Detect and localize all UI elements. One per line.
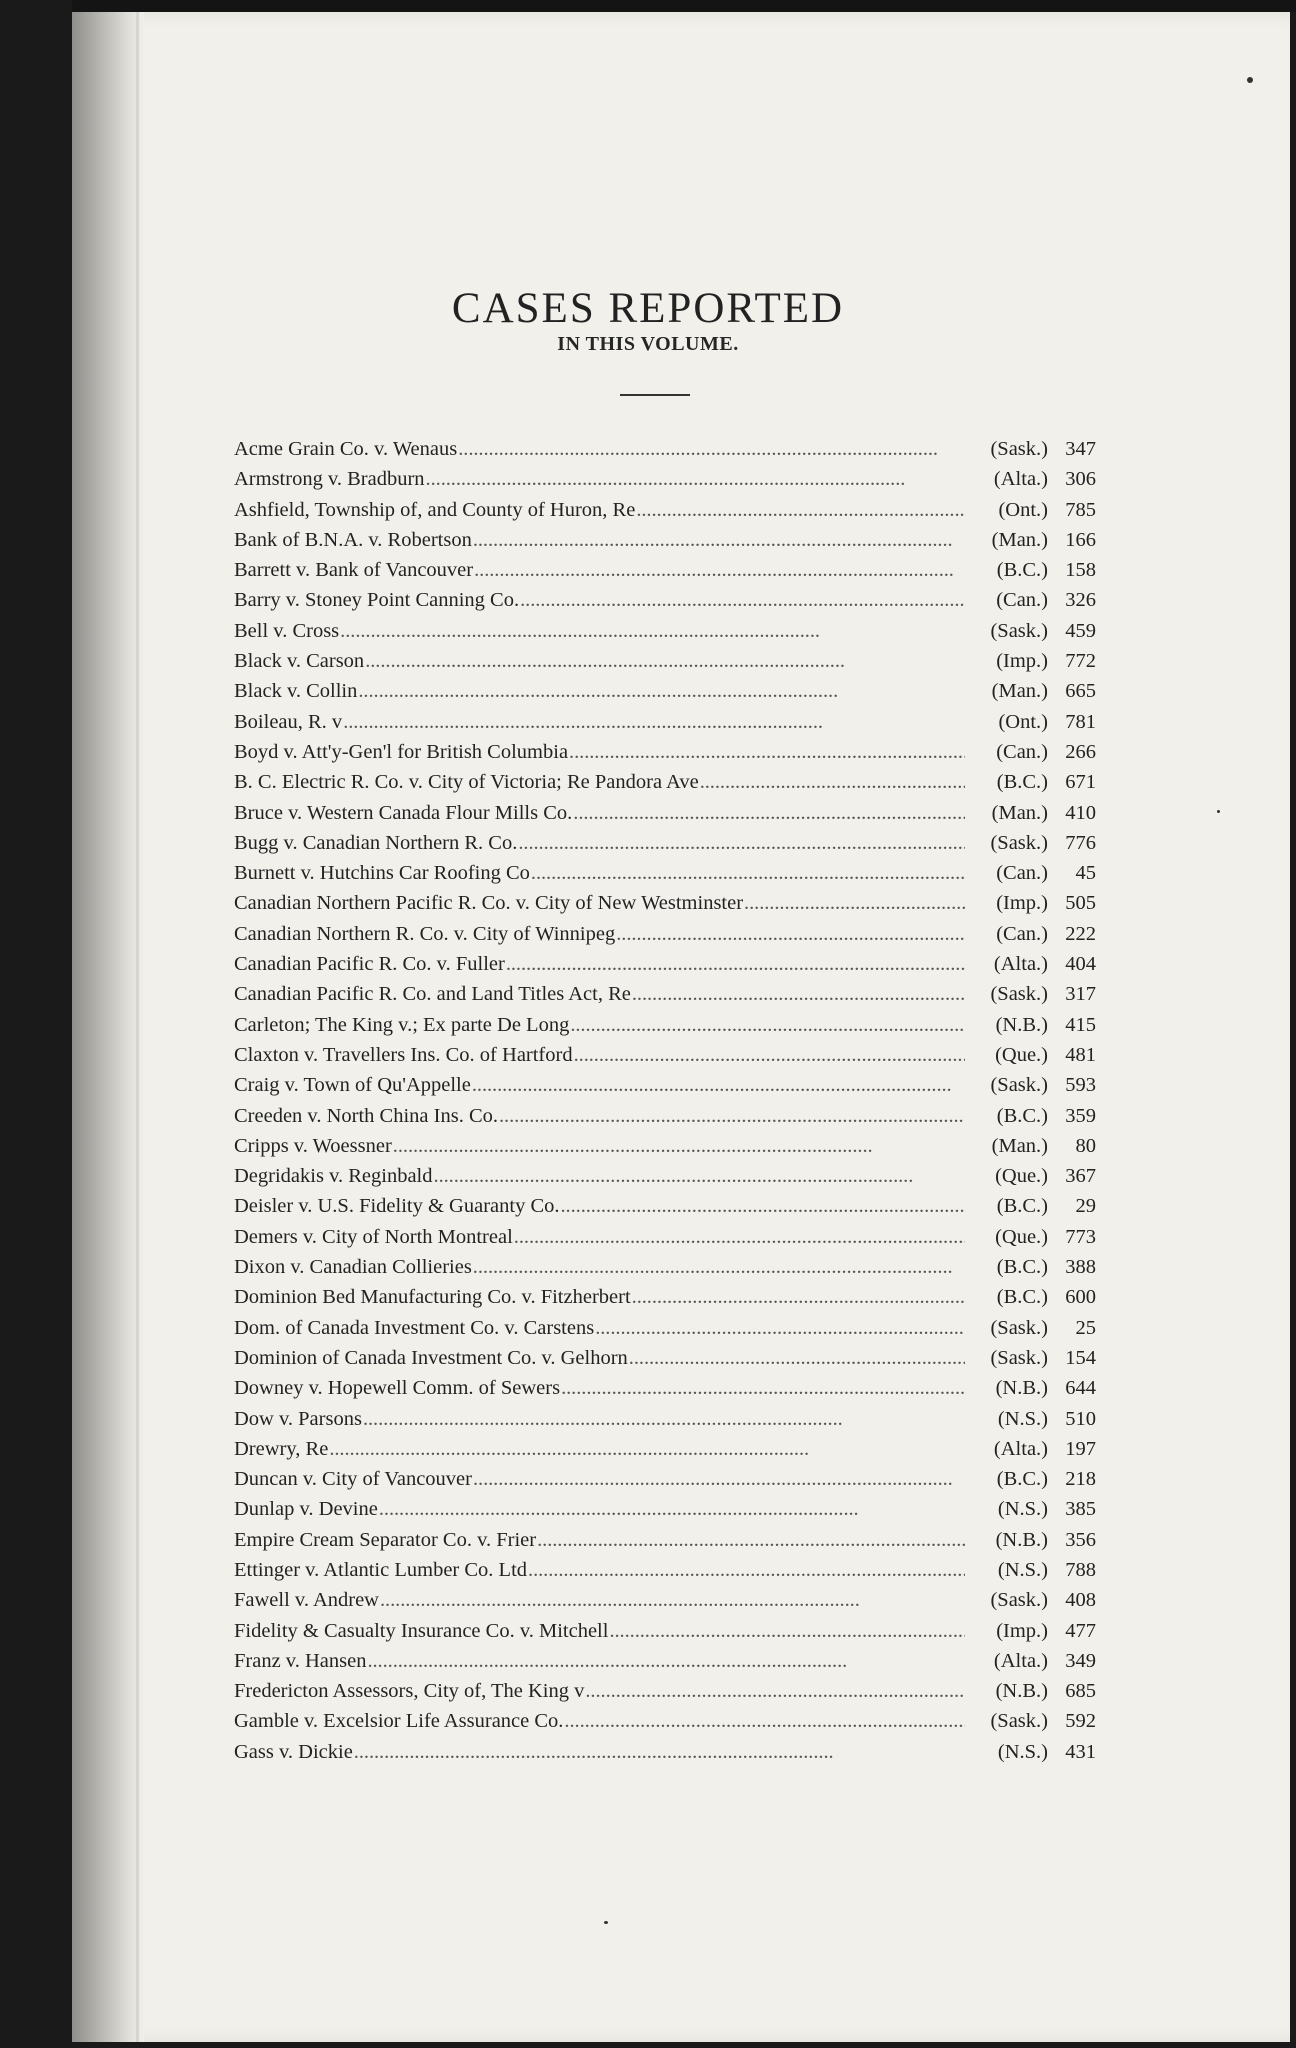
case-name: Barry v. Stoney Point Canning Co. — [234, 589, 520, 612]
dot-leader — [458, 438, 965, 461]
dot-leader — [363, 1408, 965, 1431]
case-court: (Alta.) — [993, 468, 1048, 491]
case-name: Armstrong v. Bradburn — [234, 468, 425, 491]
case-page-number: 326 — [1065, 589, 1096, 612]
case-page-number: 665 — [1065, 680, 1096, 703]
case-page-number: 80 — [1075, 1134, 1096, 1157]
case-entry — [234, 1468, 1096, 1498]
case-entry — [234, 559, 1096, 589]
dot-leader — [561, 1377, 965, 1400]
case-page-number: 776 — [1065, 831, 1096, 854]
case-name: Drewry, Re — [234, 1437, 329, 1460]
case-name: Dom. of Canada Investment Co. v. Carstens — [234, 1316, 595, 1339]
case-court: (N.B.) — [995, 1377, 1048, 1400]
case-name: Gamble v. Excelsior Life Assurance Co. — [234, 1710, 564, 1733]
case-page-number: 25 — [1075, 1316, 1096, 1339]
dot-leader — [474, 559, 965, 582]
case-entry — [234, 1286, 1096, 1316]
dot-leader — [636, 499, 965, 522]
case-name: Creeden v. North China Ins. Co. — [234, 1104, 498, 1127]
dot-leader — [700, 771, 965, 794]
case-entry — [234, 1195, 1096, 1225]
dot-leader — [340, 620, 965, 643]
case-name: Dow v. Parsons — [234, 1407, 362, 1430]
case-name: Canadian Pacific R. Co. v. Fuller — [234, 953, 505, 976]
case-entry — [234, 1498, 1096, 1528]
case-page-number: 385 — [1065, 1498, 1096, 1521]
case-name: Degridakis v. Reginbald — [234, 1165, 433, 1188]
case-page-number: 29 — [1075, 1195, 1096, 1218]
case-court: (N.B.) — [995, 1528, 1048, 1551]
case-entry — [234, 1589, 1096, 1619]
scan-speck — [1217, 810, 1220, 813]
case-name: Downey v. Hopewell Comm. of Sewers — [234, 1377, 561, 1400]
case-entry — [234, 1317, 1096, 1347]
case-entry — [234, 1347, 1096, 1377]
dot-leader — [573, 802, 965, 825]
case-entry — [234, 680, 1096, 710]
case-name: Dunlap v. Devine — [234, 1498, 378, 1521]
case-entry — [234, 1105, 1096, 1135]
case-court: (B.C.) — [996, 1195, 1048, 1218]
case-entry — [234, 1044, 1096, 1074]
case-court: (N.B.) — [995, 1013, 1048, 1036]
dot-leader — [564, 1710, 965, 1733]
case-name: Boyd v. Att'y-Gen'l for British Columbia — [234, 740, 569, 763]
case-page-number: 410 — [1065, 801, 1096, 824]
case-page-number: 408 — [1065, 1589, 1096, 1612]
dot-leader — [473, 1468, 965, 1491]
case-entry — [234, 1741, 1096, 1771]
case-court: (Que.) — [995, 1165, 1048, 1188]
case-court: (Sask.) — [990, 619, 1048, 642]
case-court: (Alta.) — [993, 1649, 1048, 1672]
case-page-number: 349 — [1065, 1649, 1096, 1672]
case-court: (Que.) — [995, 1225, 1048, 1248]
case-entry — [234, 1256, 1096, 1286]
case-entry — [234, 1559, 1096, 1589]
case-page-number: 781 — [1065, 710, 1096, 733]
dot-leader — [358, 680, 965, 703]
case-court: (Sask.) — [990, 1346, 1048, 1369]
dot-leader — [569, 741, 965, 764]
case-entry — [234, 741, 1096, 771]
case-name: Ettinger v. Atlantic Lumber Co. Ltd — [234, 1558, 528, 1581]
case-page-number: 266 — [1065, 740, 1096, 763]
case-entry — [234, 1377, 1096, 1407]
case-page-number: 671 — [1065, 771, 1096, 794]
case-page-number: 505 — [1065, 892, 1096, 915]
dot-leader — [574, 1044, 965, 1067]
case-court: (Sask.) — [990, 438, 1048, 460]
dot-leader — [434, 1165, 965, 1188]
dot-leader — [595, 1317, 965, 1340]
dot-leader — [473, 1256, 965, 1279]
case-entry — [234, 650, 1096, 680]
dot-leader — [570, 1014, 965, 1037]
case-name: Canadian Northern R. Co. v. City of Winnipeg — [234, 922, 616, 945]
case-page-number: 404 — [1065, 953, 1096, 976]
case-name: Black v. Carson — [234, 650, 365, 673]
dot-leader — [426, 468, 965, 491]
case-name: Cripps v. Woessner — [234, 1134, 392, 1157]
case-entry — [234, 1014, 1096, 1044]
case-name: Ashfield, Township of, and County of Huron, Re — [234, 498, 636, 521]
case-page-number: 347 — [1065, 438, 1096, 460]
case-court: (Sask.) — [990, 1074, 1048, 1097]
case-name: Duncan v. City of Vancouver — [234, 1468, 472, 1491]
case-name: Black v. Collin — [234, 680, 358, 703]
case-court: (Can.) — [996, 862, 1048, 885]
case-entry — [234, 1529, 1096, 1559]
dot-leader — [616, 923, 965, 946]
case-court: (Man.) — [991, 680, 1048, 703]
scan-speck — [604, 1921, 608, 1924]
case-name: Burnett v. Hutchins Car Roofing Co — [234, 862, 530, 885]
case-page-number: 773 — [1065, 1225, 1096, 1248]
case-page-number: 772 — [1065, 650, 1096, 673]
case-court: (Can.) — [996, 740, 1048, 763]
case-entry — [234, 983, 1096, 1013]
dot-leader — [744, 892, 965, 915]
case-entry — [234, 953, 1096, 983]
dot-leader — [585, 1680, 965, 1703]
case-name: Fredericton Assessors, City of, The King v — [234, 1680, 585, 1703]
case-court: (Sask.) — [990, 831, 1048, 854]
case-name: Empire Cream Separator Co. v. Frier — [234, 1528, 537, 1551]
case-entry — [234, 1408, 1096, 1438]
dot-leader — [380, 1589, 965, 1612]
case-page-number: 685 — [1065, 1680, 1096, 1703]
case-court: (N.B.) — [995, 1680, 1048, 1703]
dot-leader — [528, 1559, 965, 1582]
case-name: Dixon v. Canadian Collieries — [234, 1256, 472, 1279]
case-entry — [234, 499, 1096, 529]
case-court: (B.C.) — [996, 1104, 1048, 1127]
case-court: (Imp.) — [996, 892, 1048, 915]
case-entry — [234, 892, 1096, 922]
case-court: (Can.) — [996, 589, 1048, 612]
case-entry — [234, 1620, 1096, 1650]
dot-leader — [506, 953, 965, 976]
case-name: Canadian Pacific R. Co. and Land Titles Act, Re — [234, 983, 631, 1006]
case-court: (Man.) — [991, 801, 1048, 824]
case-entry — [234, 802, 1096, 832]
case-page-number: 45 — [1075, 862, 1096, 885]
case-court: (Imp.) — [996, 650, 1048, 673]
case-court: (Man.) — [991, 528, 1048, 551]
case-page-number: 306 — [1065, 468, 1096, 491]
case-page-number: 415 — [1065, 1013, 1096, 1036]
dot-leader — [632, 983, 965, 1006]
case-entry — [234, 1438, 1096, 1468]
case-name: Deisler v. U.S. Fidelity & Guaranty Co. — [234, 1195, 560, 1218]
case-court: (B.C.) — [996, 559, 1048, 582]
case-entry — [234, 620, 1096, 650]
case-court: (Imp.) — [996, 1619, 1048, 1642]
case-court: (Sask.) — [990, 1316, 1048, 1339]
case-court: (Can.) — [996, 922, 1048, 945]
dot-leader — [365, 650, 965, 673]
case-entry — [234, 589, 1096, 619]
case-court: (Alta.) — [993, 1437, 1048, 1460]
page-subtitle: IN THIS VOLUME. — [557, 333, 739, 355]
case-page-number: 593 — [1065, 1074, 1096, 1097]
case-name: Gass v. Dickie — [234, 1740, 353, 1763]
case-entry — [234, 832, 1096, 862]
case-court: (Que.) — [995, 1043, 1048, 1066]
case-court: (Ont.) — [998, 498, 1048, 521]
case-court: (N.S.) — [997, 1407, 1048, 1430]
case-entry — [234, 1680, 1096, 1710]
dot-leader — [343, 711, 965, 734]
case-page-number: 459 — [1065, 619, 1096, 642]
case-entry — [234, 1135, 1096, 1165]
case-page-number: 317 — [1065, 983, 1096, 1006]
case-name: Dominion of Canada Investment Co. v. Gelhorn — [234, 1346, 628, 1369]
dot-leader — [499, 1105, 965, 1128]
case-name: Dominion Bed Manufacturing Co. v. Fitzherbert — [234, 1286, 631, 1309]
dot-leader — [354, 1741, 965, 1764]
scan-speck — [1247, 77, 1253, 83]
case-page-number: 154 — [1065, 1346, 1096, 1369]
case-name: Bell v. Cross — [234, 619, 340, 642]
dot-leader — [520, 589, 965, 612]
case-court: (B.C.) — [996, 1468, 1048, 1491]
dot-leader — [531, 862, 965, 885]
case-court: (B.C.) — [996, 771, 1048, 794]
case-entry — [234, 1650, 1096, 1680]
dot-leader — [379, 1498, 965, 1521]
title-rule — [620, 394, 690, 396]
dot-leader — [472, 1074, 965, 1097]
case-page-number: 477 — [1065, 1619, 1096, 1642]
case-entry — [234, 1074, 1096, 1104]
case-entry — [234, 468, 1096, 498]
case-page-number: 785 — [1065, 498, 1096, 521]
case-entry — [234, 438, 1096, 468]
case-court: (Sask.) — [990, 1589, 1048, 1612]
case-court: (N.S.) — [997, 1498, 1048, 1521]
case-page-number: 600 — [1065, 1286, 1096, 1309]
case-name: Claxton v. Travellers Ins. Co. of Hartford — [234, 1043, 573, 1066]
dot-leader — [514, 1226, 965, 1249]
case-name: Franz v. Hansen — [234, 1649, 367, 1672]
case-court: (B.C.) — [996, 1286, 1048, 1309]
dot-leader — [518, 832, 965, 855]
case-page-number: 592 — [1065, 1710, 1096, 1733]
dot-leader — [393, 1135, 965, 1158]
case-court: (B.C.) — [996, 1256, 1048, 1279]
case-name: B. C. Electric R. Co. v. City of Victoria; Re Pandora Ave — [234, 771, 699, 794]
case-name: Carleton; The King v.; Ex parte De Long — [234, 1013, 570, 1036]
case-name: Barrett v. Bank of Vancouver — [234, 559, 474, 582]
case-page-number: 788 — [1065, 1558, 1096, 1581]
scan-top-edge — [72, 0, 1296, 12]
dot-leader — [561, 1195, 966, 1218]
case-page-number: 218 — [1065, 1468, 1096, 1491]
case-entry — [234, 771, 1096, 801]
page-title: CASES REPORTED — [451, 284, 845, 332]
dot-leader — [329, 1438, 965, 1461]
case-name: Bugg v. Canadian Northern R. Co. — [234, 831, 518, 854]
case-entry — [234, 529, 1096, 559]
case-page-number: 367 — [1065, 1165, 1096, 1188]
case-name: Boileau, R. v — [234, 710, 343, 733]
case-entry — [234, 1710, 1096, 1740]
case-court: (Sask.) — [990, 1710, 1048, 1733]
case-page-number: 222 — [1065, 922, 1096, 945]
cases-list — [234, 438, 1096, 1771]
case-court: (N.S.) — [997, 1558, 1048, 1581]
case-court: (Alta.) — [993, 953, 1048, 976]
case-name: Fidelity & Casualty Insurance Co. v. Mitchell — [234, 1619, 609, 1642]
case-page-number: 356 — [1065, 1528, 1096, 1551]
case-court: (N.S.) — [997, 1740, 1048, 1763]
dot-leader — [537, 1529, 965, 1552]
case-entry — [234, 862, 1096, 892]
case-page-number: 197 — [1065, 1437, 1096, 1460]
case-entry — [234, 923, 1096, 953]
case-entry — [234, 1226, 1096, 1256]
case-entry — [234, 711, 1096, 741]
case-court: (Sask.) — [990, 983, 1048, 1006]
case-page-number: 166 — [1065, 528, 1096, 551]
case-page-number: 431 — [1065, 1740, 1096, 1763]
case-page-number: 158 — [1065, 559, 1096, 582]
case-name: Bank of B.N.A. v. Robertson — [234, 528, 472, 551]
case-name: Demers v. City of North Montreal — [234, 1225, 513, 1248]
case-name: Fawell v. Andrew — [234, 1589, 379, 1612]
case-court: (Ont.) — [998, 710, 1048, 733]
case-page-number: 481 — [1065, 1043, 1096, 1066]
case-name: Craig v. Town of Qu'Appelle — [234, 1074, 471, 1097]
case-entry — [234, 1165, 1096, 1195]
dot-leader — [473, 529, 965, 552]
case-page-number: 388 — [1065, 1256, 1096, 1279]
case-page-number: 644 — [1065, 1377, 1096, 1400]
case-court: (Man.) — [991, 1134, 1048, 1157]
dot-leader — [629, 1347, 965, 1370]
dot-leader — [609, 1620, 965, 1643]
case-name: Canadian Northern Pacific R. Co. v. City of New Westminster — [234, 892, 744, 915]
case-page-number: 359 — [1065, 1104, 1096, 1127]
dot-leader — [367, 1650, 965, 1673]
dot-leader — [632, 1286, 965, 1309]
case-name: Acme Grain Co. v. Wenaus — [234, 438, 458, 460]
case-name: Bruce v. Western Canada Flour Mills Co. — [234, 801, 573, 824]
case-page-number: 510 — [1065, 1407, 1096, 1430]
